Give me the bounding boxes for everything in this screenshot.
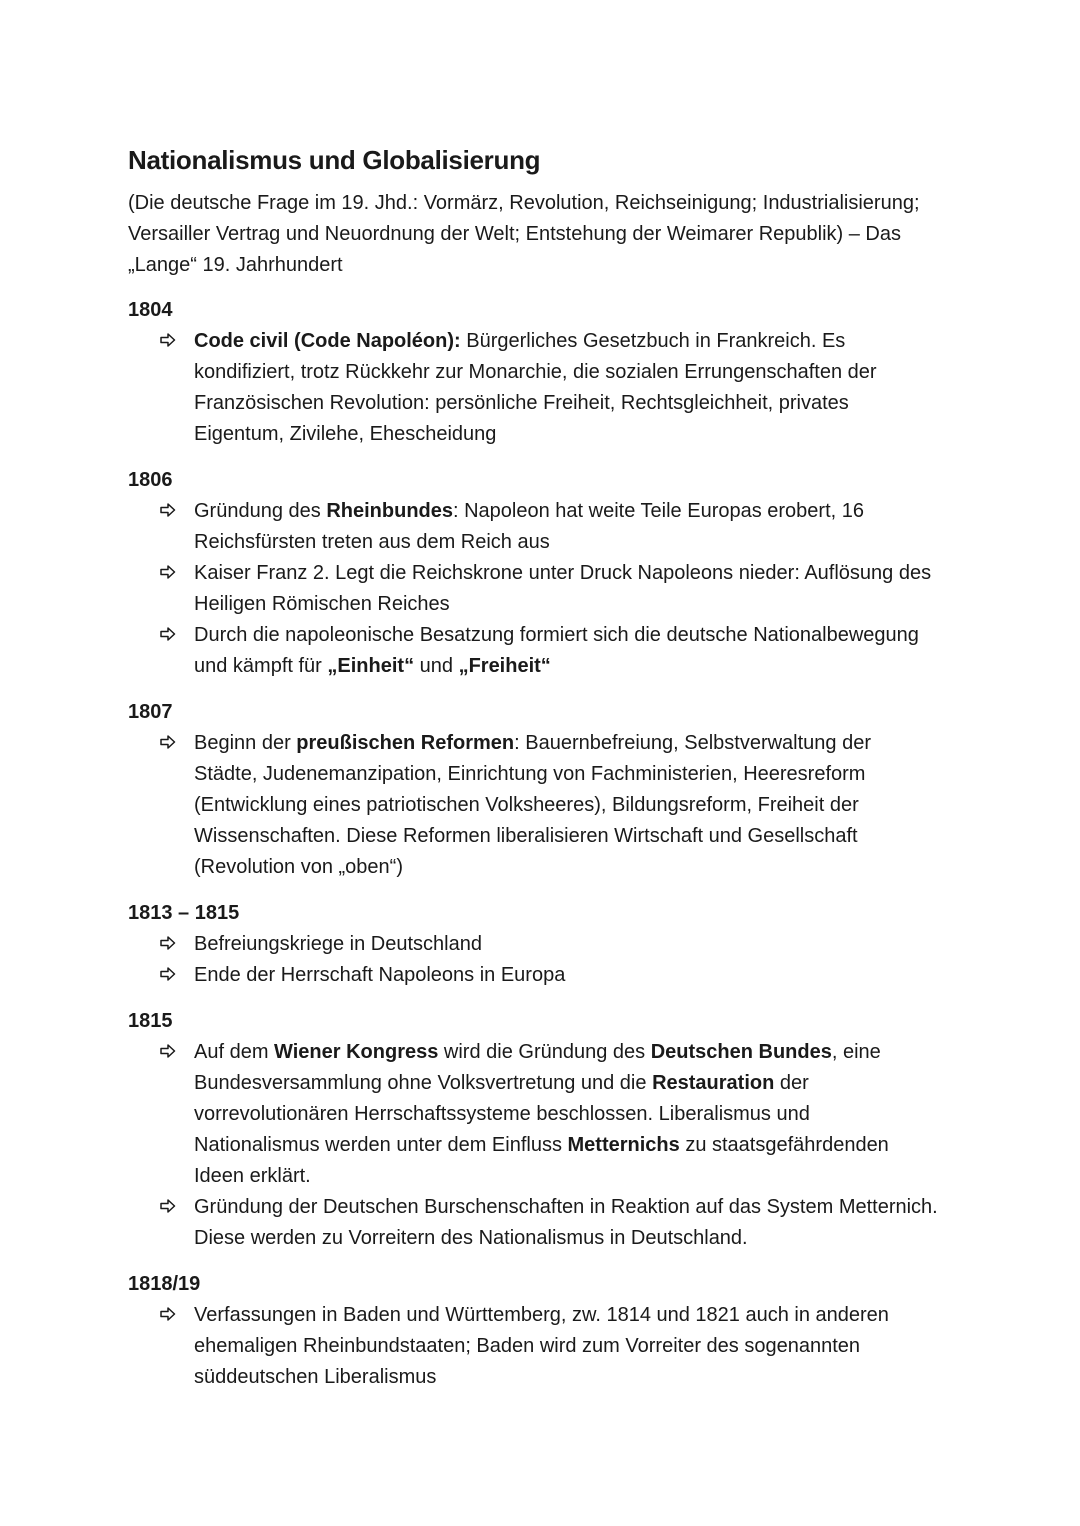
- event-item: [128, 620, 938, 682]
- event-item: [128, 728, 938, 883]
- timeline-section: [128, 697, 938, 883]
- timeline-section: [128, 295, 938, 450]
- timeline-section: [128, 1269, 938, 1393]
- document-page: [128, 140, 938, 1408]
- hollow-right-arrow-icon: [160, 1192, 180, 1223]
- event-item: [128, 960, 938, 991]
- emphasis-text: Metternichs: [567, 1134, 680, 1156]
- event-text: Verfassungen in Baden und Württemberg, zw. 1814 und 1821 auch in anderen ehemaligen Rheinbundstaaten; Baden wird zum Vorreiter des sogenannten süddeutschen Liberalismus: [194, 1304, 889, 1388]
- document-title: Nationalismus und Globalisierung: [128, 145, 541, 175]
- emphasis-text: „Freiheit“: [458, 655, 551, 677]
- event-text: : Napoleon hat weite Teile Europas erobert, 16 Reichsfürsten treten aus dem Reich aus: [194, 500, 865, 553]
- hollow-right-arrow-icon: [160, 1037, 180, 1068]
- emphasis-text: „Einheit“: [327, 655, 415, 677]
- event-text: wird die Gründung des: [438, 1041, 651, 1063]
- event-item: [128, 1300, 938, 1393]
- event-text: Beginn der: [194, 732, 297, 754]
- event-text: Bürgerliches Gesetzbuch in Frankreich. Es kondifiziert, trotz Rückkehr zur Monarchie, die sozialen Errungenschaften der Französischen Revolution: persönliche Freiheit, Rechtsgleichheit, privates Eigentum, Zivilehe, Ehescheidung: [194, 330, 877, 445]
- event-item: [128, 326, 938, 450]
- event-text: Ende der Herrschaft Napoleons in Europa: [194, 964, 566, 986]
- emphasis-text: Code civil (Code Napoléon):: [194, 330, 461, 352]
- event-list: [128, 929, 938, 991]
- event-list: [128, 728, 938, 883]
- hollow-right-arrow-icon: [160, 728, 180, 759]
- document-intro: (Die deutsche Frage im 19. Jhd.: Vormärz, Revolution, Reichseinigung; Industrialisierung; Versailler Vertrag und Neuordnung der Welt; Entstehung der Weimarer Republik) – Das „Lange“ 19. Jahrhundert: [128, 192, 920, 276]
- year-heading: 1815: [128, 1010, 173, 1032]
- emphasis-text: Deutschen Bundes: [650, 1041, 832, 1063]
- timeline-section: [128, 898, 938, 991]
- event-list: [128, 326, 938, 450]
- year-heading: 1804: [128, 299, 173, 321]
- hollow-right-arrow-icon: [160, 620, 180, 651]
- emphasis-text: Restauration: [652, 1072, 775, 1094]
- event-item: [128, 558, 938, 620]
- year-heading: 1806: [128, 469, 173, 491]
- event-text: zu staatsgefährdenden Ideen erklärt.: [194, 1134, 889, 1187]
- emphasis-text: Rheinbundes: [326, 500, 453, 522]
- emphasis-text: preußischen Reformen: [296, 732, 515, 754]
- event-text: Befreiungskriege in Deutschland: [194, 933, 482, 955]
- event-text: Auf dem: [194, 1041, 275, 1063]
- hollow-right-arrow-icon: [160, 1300, 180, 1331]
- year-heading: 1813 – 1815: [128, 902, 240, 924]
- emphasis-text: Wiener Kongress: [274, 1041, 439, 1063]
- year-heading: 1807: [128, 701, 173, 723]
- timeline: [128, 295, 938, 1393]
- event-text: : Bauernbefreiung, Selbstverwaltung der Städte, Judenemanzipation, Einrichtung von Fachministerien, Heeresreform (Entwicklung eines patriotischen Volksheeres), Bildungsreform, Freiheit der Wissenschaften. Diese Reformen liberalisieren Wirtschaft und Gesellschaft (Revolution von „oben“): [194, 732, 872, 878]
- event-list: [128, 1300, 938, 1393]
- hollow-right-arrow-icon: [160, 326, 180, 357]
- event-text: Durch die napoleonische Besatzung formiert sich die deutsche Nationalbewegung und kämpft für: [194, 624, 919, 677]
- event-item: [128, 929, 938, 960]
- timeline-section: [128, 465, 938, 682]
- event-text: der vorrevolutionären Herrschaftssysteme beschlossen. Liberalismus und Nationalismus werden unter dem Einfluss: [194, 1072, 810, 1156]
- hollow-right-arrow-icon: [160, 558, 180, 589]
- event-list: [128, 496, 938, 682]
- event-text: Gründung des: [194, 500, 327, 522]
- hollow-right-arrow-icon: [160, 960, 180, 991]
- hollow-right-arrow-icon: [160, 496, 180, 527]
- event-text: Gründung der Deutschen Burschenschaften in Reaktion auf das System Metternich. Diese werden zu Vorreitern des Nationalismus in Deutschland.: [194, 1196, 938, 1249]
- event-item: [128, 1037, 938, 1192]
- hollow-right-arrow-icon: [160, 929, 180, 960]
- event-item: [128, 1192, 938, 1254]
- event-text: , eine Bundesversammlung ohne Volksvertretung und die: [194, 1041, 881, 1094]
- event-text: Kaiser Franz 2. Legt die Reichskrone unter Druck Napoleons nieder: Auflösung des Heiligen Römischen Reiches: [194, 562, 932, 615]
- year-heading: 1818/19: [128, 1273, 201, 1295]
- event-list: [128, 1037, 938, 1254]
- event-text: und: [414, 655, 459, 677]
- event-item: [128, 496, 938, 558]
- timeline-section: [128, 1006, 938, 1254]
